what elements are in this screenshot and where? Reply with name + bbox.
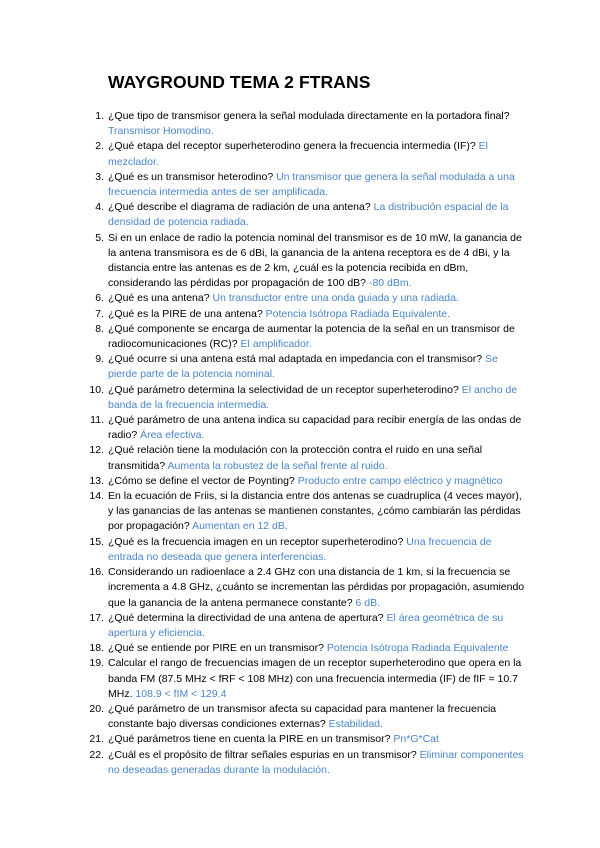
question-item [0,200,528,230]
question-text: ¿Qué parámetros tiene en cuenta la PIRE en un transmisor? [108,733,391,746]
question-list [0,109,600,778]
question-item [0,170,528,200]
question-number: 21. [89,733,104,746]
question-item [0,322,528,352]
question-number: 18. [89,642,104,655]
question-text: ¿Qué etapa del receptor superheterodino genera la frecuencia intermedia (IF)? [108,140,476,153]
question-text: ¿Cómo se define el vector de Poynting? [108,474,295,487]
answer-text: Producto entre campo eléctrico y magnético [297,474,503,487]
question-number: 19. [89,657,104,670]
question-number: 17. [89,611,104,624]
question-number: 8. [95,322,104,335]
question-text: ¿Qué parámetro de un transmisor afecta su capacidad para mantener la frecuencia constante bajo diversas condiciones externas? [108,702,497,731]
answer-text: La distribución espacial de la densidad de potencia radiada. [108,201,509,229]
question-item [0,231,528,292]
question-item [0,489,528,535]
question-text: Calcular el rango de frecuencias imagen de un receptor superheterodino que opera en la banda FM (87.5 MHz < fRF < 108 MHz) con una frecuencia intermedia (IF) de fIF = 10.7 MHz. [108,657,522,700]
answer-text: Transmisor Homodino. [108,125,214,138]
answer-text: Estabilidad. [328,718,383,731]
question-item [0,732,528,747]
question-number: 10. [89,383,104,396]
question-number: 4. [95,201,104,214]
question-item [0,535,528,565]
question-text: ¿Qué es una antena? [108,292,210,305]
question-item [0,383,528,413]
answer-text: 108.9 < fIM < 129.4 [135,687,227,700]
question-text: ¿Qué parámetro de una antena indica su capacidad para recibir energía de las ondas de radio? [108,414,522,442]
question-item [0,291,528,306]
question-text: ¿Qué determina la directividad de una antena de apertura? [108,611,384,624]
question-item [0,565,528,611]
question-text: ¿Qué componente se encarga de aumentar la potencia de la señal en un transmisor de radiocomunicaciones (RC)? [108,322,515,351]
answer-text: Se pierde parte de la potencia nominal. [108,353,498,381]
question-item [0,702,528,732]
question-text: ¿Qué es la frecuencia imagen en un receptor superheterodino? [108,535,404,548]
answer-text: El amplificador. [240,338,312,351]
answer-text: Un transductor entre una onda guiada y una radiada. [212,292,459,305]
answer-text: Área efectiva. [140,429,205,442]
question-text: ¿Qué relación tiene la modulación con la protección contra el ruido en una señal transmitida? [108,444,483,472]
question-item [0,139,528,169]
question-number: 14. [89,490,104,503]
answer-text: Aumenta la robustez de la señal frente al ruido. [167,459,388,472]
page-title: WAYGROUND TEMA 2 FTRANS [108,72,371,92]
question-item [0,443,528,473]
question-text: ¿Que tipo de transmisor genera la señal modulada directamente en la portadora final? [108,110,510,122]
answer-text: 6 dB. [355,596,381,609]
question-number: 3. [95,170,104,183]
answer-text: Potencia Isótropa Radiada Equivalente. [265,307,451,320]
question-item [0,611,528,641]
question-item [0,413,528,443]
question-item [0,352,528,382]
answer-text: Potencia Isótropa Radiada Equivalente [326,642,509,655]
answer-text: Eliminar componentes no deseadas generadas durante la modulación. [108,748,524,776]
answer-text: -80 dBm. [368,277,412,290]
answer-text: El ancho de banda de la frecuencia intermedia. [108,383,518,411]
question-number: 12. [89,444,104,457]
question-number: 2. [95,140,104,153]
answer-text: El área geométrica de su apertura y eficiencia. [108,611,504,639]
answer-text: Una frecuencia de entrada no deseada que genera interferencias. [108,535,492,563]
question-text: ¿Qué se entiende por PIRE en un transmisor? [108,642,324,655]
question-number: 1. [95,110,104,122]
question-text: En la ecuación de Friis, si la distancia entre dos antenas se cuadruplica (4 veces mayor), y las ganancias de las antenas se mantienen constantes, ¿cómo cambiarán las pérdidas por propagación? [108,490,522,533]
question-item [0,656,528,702]
question-item [0,109,528,139]
question-text: Si en un enlace de radio la potencia nominal del transmisor es de 10 mW, la ganancia de la antena transmisora es de 6 dBi, la ganancia de la antena receptora es de 4 dBi, y la distancia entre las antenas es de 2 km, ¿cuál es la potencia recibida en dBm, considerando las pérdidas por propagación de 100 dB? [108,231,522,290]
question-number: 13. [89,474,104,487]
question-number: 6. [95,292,104,305]
answer-text: Aumentan en 12 dB. [192,520,288,533]
question-number: 9. [95,353,104,366]
question-number: 16. [89,566,104,579]
question-text: ¿Qué es la PIRE de una antena? [108,307,263,320]
question-text: ¿Qué es un transmisor heterodino? [108,170,274,183]
question-number: 7. [95,307,104,320]
question-text: ¿Qué describe el diagrama de radiación de una antena? [108,201,371,214]
question-text: Considerando un radioenlace a 2.4 GHz con una distancia de 1 km, si la frecuencia se incrementa a 4.8 GHz, ¿cuánto se incrementan las pérdidas por propagación, asumiendo que la ganancia de la antena permanece constante? [108,566,525,609]
question-item [0,748,528,778]
answer-text: Pn*G*Cat [393,733,439,746]
answer-text: Un transmisor que genera la señal modulada a una frecuencia intermedia antes de ser amplificada. [108,170,515,199]
question-item [0,641,528,656]
answer-text: El mezclador. [108,140,488,168]
question-number: 5. [95,231,104,244]
question-number: 22. [89,748,104,761]
question-item [0,307,528,322]
question-number: 20. [89,702,104,715]
question-number: 15. [89,535,104,548]
question-text: ¿Cuál es el propósito de filtrar señales espurias en un transmisor? [108,748,417,761]
question-text: ¿Qué ocurre si una antena está mal adaptada en impedancia con el transmisor? [108,353,483,366]
question-number: 11. [90,414,104,427]
question-text: ¿Qué parámetro determina la selectividad de un receptor superheterodino? [108,383,459,396]
question-item [0,474,528,489]
